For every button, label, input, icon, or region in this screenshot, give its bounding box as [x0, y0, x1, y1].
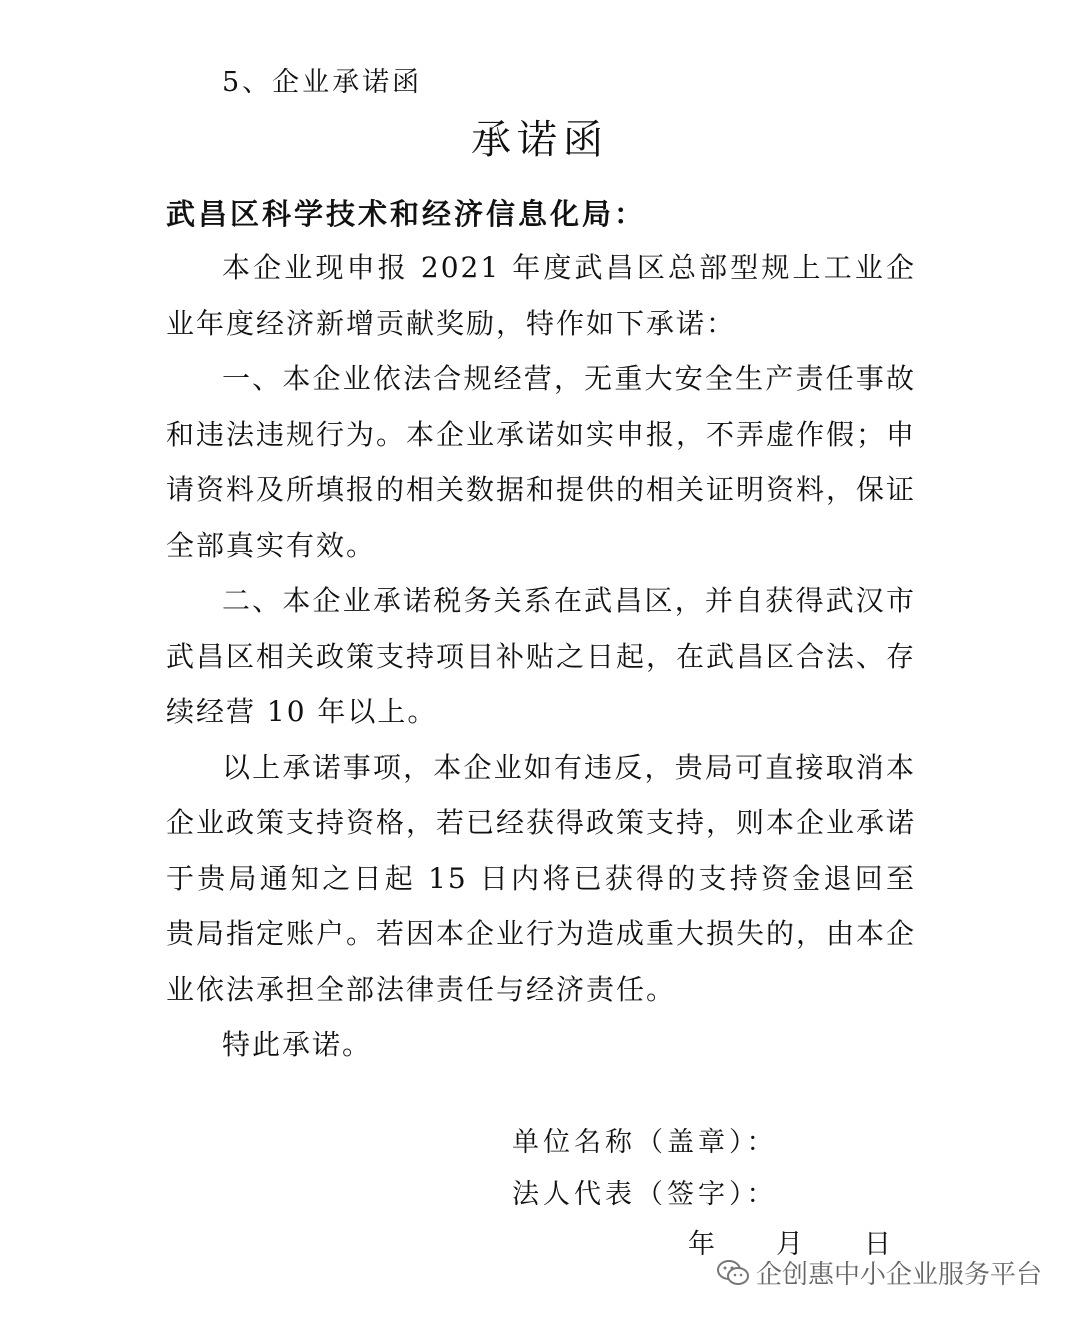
date-year: 年: [688, 1229, 715, 1260]
watermark-text: 企创惠中小企业服务平台: [755, 1260, 1042, 1290]
watermark: [716, 1254, 1042, 1291]
paragraph-violation: 以上承诺事项，本企业如有违反，贵局可直接取消本企业政策支持资格，若已经获得政策支持，则本企业承诺于贵局通知之日起 15 日内将已获得的支持资金退回至贵局指定账户。若因本企业行为造成重大损失的，由本企业依法承担全部法律责任与经济责任。: [166, 750, 917, 1006]
section-label: 5、企业承诺函: [222, 67, 423, 98]
page-title: 承诺函: [471, 117, 609, 163]
date-month: 月: [776, 1229, 803, 1260]
letter-body: [166, 240, 916, 1073]
date-day: 日: [864, 1229, 891, 1260]
paragraph-commitment-1: 一、本企业依法合规经营，无重大安全生产责任事故和违法违规行为。本企业承诺如实申报，不弄虚作假；申请资料及所填报的相关数据和提供的相关证明资料，保证全部真实有效。: [166, 362, 917, 562]
wechat-icon: [716, 1258, 750, 1288]
paragraph-intro: 本企业现申报 2021 年度武昌区总部型规上工业企业年度经济新增贡献奖励，特作如下承诺：: [166, 251, 916, 340]
paragraph-commitment-2: 二、本企业承诺税务关系在武昌区，并自获得武汉市武昌区相关政策支持项目补贴之日起，在武昌区合法、存续经营 10 年以上。: [166, 584, 917, 728]
legal-rep-signature-label: 法人代表（签字）：: [512, 1179, 778, 1210]
unit-name-seal-label: 单位名称（盖章）：: [512, 1127, 778, 1158]
paragraph-closing: 特此承诺。: [222, 1028, 373, 1061]
recipient: 武昌区科学技术和经济信息化局：: [166, 197, 647, 231]
